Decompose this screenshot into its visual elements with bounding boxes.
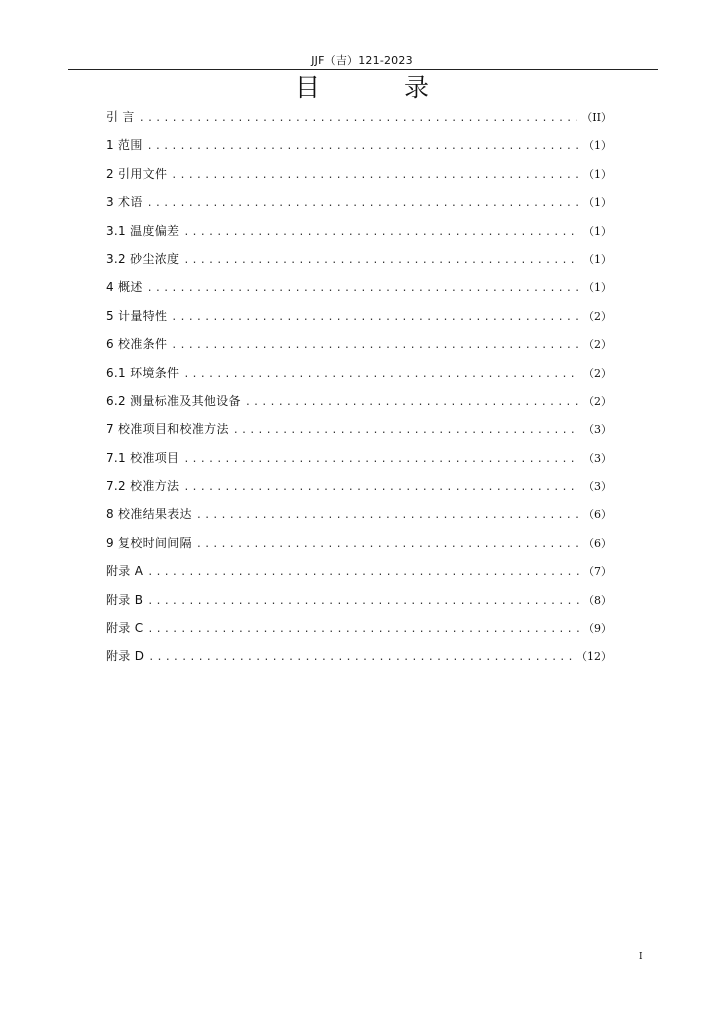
dot-leader bbox=[245, 389, 579, 417]
toc-entry-page: （1） bbox=[583, 281, 612, 295]
toc-entry-page: （3） bbox=[583, 423, 612, 437]
toc-entry-label: 3.2 砂尘浓度 bbox=[106, 251, 180, 266]
toc-entry-label: 4 概述 bbox=[106, 280, 143, 295]
toc-entry-metrological-characteristics[interactable] bbox=[106, 302, 612, 330]
dot-leader bbox=[147, 559, 579, 587]
toc-entry-label: 7.2 校准方法 bbox=[106, 479, 180, 494]
dot-leader bbox=[171, 304, 579, 332]
toc-entry-page: （6） bbox=[583, 536, 612, 550]
toc-entry-dust-concentration[interactable] bbox=[106, 245, 612, 273]
toc-entry-overview[interactable] bbox=[106, 273, 612, 301]
toc-entry-environmental-conditions[interactable] bbox=[106, 359, 612, 387]
toc-entry-page: （7） bbox=[583, 565, 612, 579]
dot-leader bbox=[233, 417, 579, 445]
toc-entry-label: 6.1 环境条件 bbox=[106, 365, 180, 380]
toc-entry-label: 附录 B bbox=[106, 592, 144, 607]
toc-entry-appendix-a[interactable] bbox=[106, 557, 612, 585]
toc-entry-page: （3） bbox=[583, 451, 612, 465]
toc-entry-label: 8 校准结果表达 bbox=[106, 507, 192, 522]
toc-entry-temperature-deviation[interactable] bbox=[106, 217, 612, 245]
dot-leader bbox=[171, 162, 579, 190]
toc-entry-page: （6） bbox=[583, 508, 612, 522]
toc-entry-measurement-standards[interactable] bbox=[106, 387, 612, 415]
toc-entry-page: （9） bbox=[583, 622, 612, 636]
toc-entry-page: （II） bbox=[581, 111, 612, 124]
toc-entry-page: （2） bbox=[583, 338, 612, 352]
dot-leader bbox=[183, 361, 579, 389]
toc-entry-recalibration-interval[interactable] bbox=[106, 529, 612, 557]
toc-entry-label: 6.2 测量标准及其他设备 bbox=[106, 393, 241, 408]
toc-entry-page: （1） bbox=[583, 196, 612, 210]
dot-leader bbox=[147, 190, 579, 218]
toc-entry-page: （2） bbox=[583, 366, 612, 380]
toc-entry-label: 附录 C bbox=[106, 621, 144, 636]
toc-entry-page: （1） bbox=[583, 139, 612, 153]
toc-entry-label: 2 引用文件 bbox=[106, 166, 168, 181]
toc-entry-foreword[interactable] bbox=[106, 103, 612, 131]
toc-entry-label: 3.1 温度偏差 bbox=[106, 223, 180, 238]
toc-entry-label: 7 校准项目和校准方法 bbox=[106, 422, 229, 437]
toc-entry-label: 1 范围 bbox=[106, 138, 143, 153]
dot-leader bbox=[147, 133, 579, 161]
document-code-header: JJF（吉）121-2023 bbox=[311, 54, 413, 67]
toc-entry-label: 6 校准条件 bbox=[106, 337, 168, 352]
toc-entry-results-expression[interactable] bbox=[106, 500, 612, 528]
toc-entry-page: （1） bbox=[583, 224, 612, 238]
toc-entry-calibration-items[interactable] bbox=[106, 444, 612, 472]
dot-leader bbox=[196, 531, 579, 559]
dot-leader bbox=[196, 502, 579, 530]
toc-entry-appendix-d[interactable] bbox=[106, 642, 612, 670]
dot-leader bbox=[147, 588, 579, 616]
toc-entry-label: 附录 A bbox=[106, 564, 144, 579]
toc-entry-label: 3 术语 bbox=[106, 195, 143, 210]
dot-leader bbox=[147, 275, 579, 303]
toc-entry-page: （1） bbox=[583, 167, 612, 181]
toc-entry-calibration-conditions[interactable] bbox=[106, 330, 612, 358]
toc-entry-scope[interactable] bbox=[106, 131, 612, 159]
toc-entry-page: （2） bbox=[583, 394, 612, 408]
dot-leader bbox=[148, 644, 572, 672]
header-divider bbox=[68, 69, 658, 70]
dot-leader bbox=[139, 105, 578, 133]
toc-entry-page: （3） bbox=[583, 480, 612, 494]
toc-entry-label: 引 言 bbox=[106, 110, 135, 124]
dot-leader bbox=[171, 332, 579, 360]
toc-entry-terms[interactable] bbox=[106, 188, 612, 216]
toc-entry-label: 7.1 校准项目 bbox=[106, 450, 180, 465]
toc-entry-calibration-methods[interactable] bbox=[106, 472, 612, 500]
toc-entry-page: （12） bbox=[576, 650, 612, 664]
toc-entry-label: 9 复校时间间隔 bbox=[106, 535, 192, 550]
toc-entry-appendix-b[interactable] bbox=[106, 586, 612, 614]
page-number: I bbox=[639, 952, 643, 962]
dot-leader bbox=[183, 446, 579, 474]
toc-entry-appendix-c[interactable] bbox=[106, 614, 612, 642]
toc-title: 目 录 bbox=[295, 73, 467, 102]
toc-entry-label: 附录 D bbox=[106, 649, 145, 664]
toc-entry-calibration-items-methods[interactable] bbox=[106, 415, 612, 443]
toc-entry-label: 5 计量特性 bbox=[106, 308, 168, 323]
dot-leader bbox=[147, 616, 579, 644]
toc-entry-references[interactable] bbox=[106, 160, 612, 188]
toc-entry-page: （8） bbox=[583, 593, 612, 607]
dot-leader bbox=[183, 247, 579, 275]
dot-leader bbox=[183, 474, 579, 502]
toc-entry-page: （1） bbox=[583, 252, 612, 266]
dot-leader bbox=[183, 219, 579, 247]
toc-entry-page: （2） bbox=[583, 309, 612, 323]
table-of-contents bbox=[106, 103, 612, 671]
